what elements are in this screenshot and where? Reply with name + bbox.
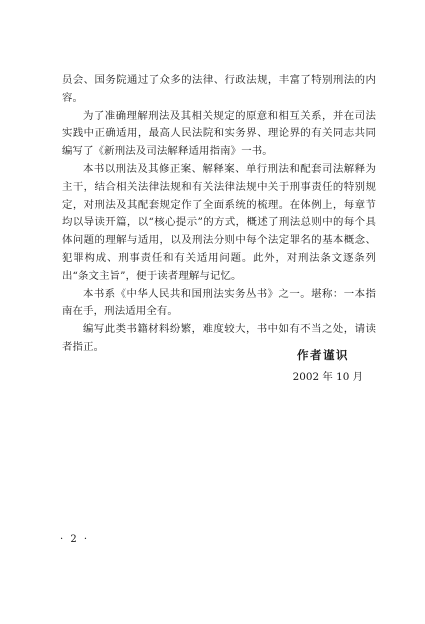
signature-date: 2002 年 10 月 bbox=[292, 371, 363, 383]
preface-body bbox=[62, 72, 376, 357]
paragraph-series: 本书系《中华人民共和国刑法实务丛书》之一。堪称：一本指南在手，刑法适用全有。 bbox=[62, 287, 376, 318]
paragraph-apology: 编写此类书籍材料纷繁，难度较大，书中如有不当之处，请读者指正。 bbox=[62, 323, 376, 353]
page-number: · 2 · bbox=[60, 534, 90, 545]
paragraph-continuation: 员会、国务院通过了众多的法律、行政法规，丰富了特别刑法的内容。 bbox=[62, 74, 376, 104]
paragraph-purpose: 为了准确理解刑法及其相关规定的原意和相互关系，并在司法实践中正确适用，最高人民法院和实务界、理论界的有关同志共同编写了《新刑法及司法解释适用指南》一书。 bbox=[62, 109, 376, 158]
paragraph-structure: 本书以刑法及其修正案、解释案、单行刑法和配套司法解释为主干，结合相关法律法规和有关法律法规中关于刑事责任的特别规定，对刑法及其配套规定作了全面系统的梳理。在体例上，每章节均以导读开篇，以“核心提示”的方式，概述了刑法总则中的每个具体问题的理解与适用，以及刑法分则中每个法定罪名的基本概念、犯罪构成、刑事责任和有关适用问题。此外，对刑法条文逐条列出“条文主旨”，便于读者理解与记忆。 bbox=[62, 162, 376, 282]
signature-block bbox=[293, 346, 363, 386]
author-signature: 作者谨识 bbox=[297, 348, 349, 362]
